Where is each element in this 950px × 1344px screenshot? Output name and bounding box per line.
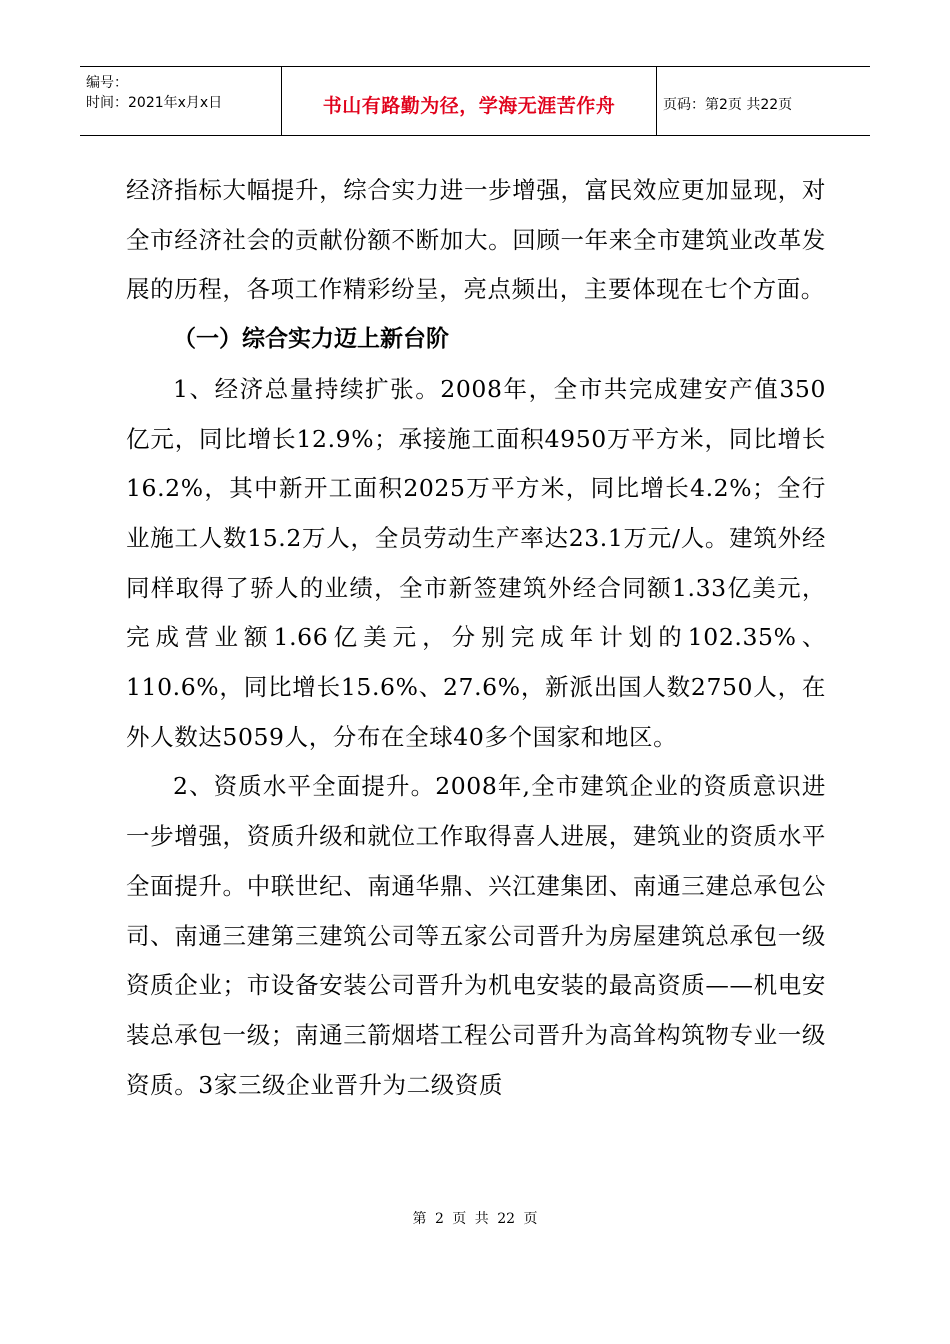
paragraph-economy: 1、经济总量持续扩张。2008年，全市共完成建安产值350亿元，同比增长12.9%；承接施工面积4950万平方米，同比增长16.2%，其中新开工面积2025万平方米，同比增长4.2%；全行业施工人数15.2万人，全员劳动生产率达23.1万元/人。建筑外经同样取得了骄人的业绩，全市新签建筑外经合同额1.33亿美元，完成营业额1.66亿美元，分别完成年计划的102.35%、110.6%，同比增长15.6%、27.6%，新派出国人数2750人，在外人数达5059人，分布在全球40多个国家和地区。: [126, 374, 826, 751]
header-motto-cell: [282, 67, 657, 135]
paragraph-qualification: 2、资质水平全面提升。2008年,全市建筑企业的资质意识进一步增强，资质升级和就位工作取得喜人进展，建筑业的资质水平全面提升。中联世纪、南通华鼎、兴江建集团、南通三建总承包公司、南通三建第三建筑公司等五家公司晋升为房屋建筑总承包一级资质企业；市设备安装公司晋升为机电安装的最高资质——机电安装总承包一级；南通三箭烟塔工程公司晋升为高耸构筑物专业一级资质。3家三级企业晋升为二级资质: [126, 772, 826, 1099]
header-motto: 书山有路勤为径，学海无涯苦作舟: [322, 94, 616, 117]
document-body: [126, 166, 826, 1110]
header-meta-cell: [80, 67, 282, 135]
header-page-number: 页码：第2页 共22页: [663, 97, 793, 113]
section-heading: （一）综合实力迈上新台阶: [173, 326, 449, 353]
document-date-label: 时间：2021年x月x日: [86, 95, 223, 111]
paragraph-intro: 经济指标大幅提升，综合实力进一步增强，富民效应更加显现，对全市经济社会的贡献份额不断加大。回顾一年来全市建筑业改革发展的历程，各项工作精彩纷呈，亮点频出，主要体现在七个方面。: [126, 176, 826, 304]
document-number-label: 编号：: [86, 75, 128, 91]
page-header: [80, 66, 870, 136]
page-footer: 第 2 页 共 22 页: [412, 1211, 538, 1227]
header-page-cell: [657, 67, 870, 135]
